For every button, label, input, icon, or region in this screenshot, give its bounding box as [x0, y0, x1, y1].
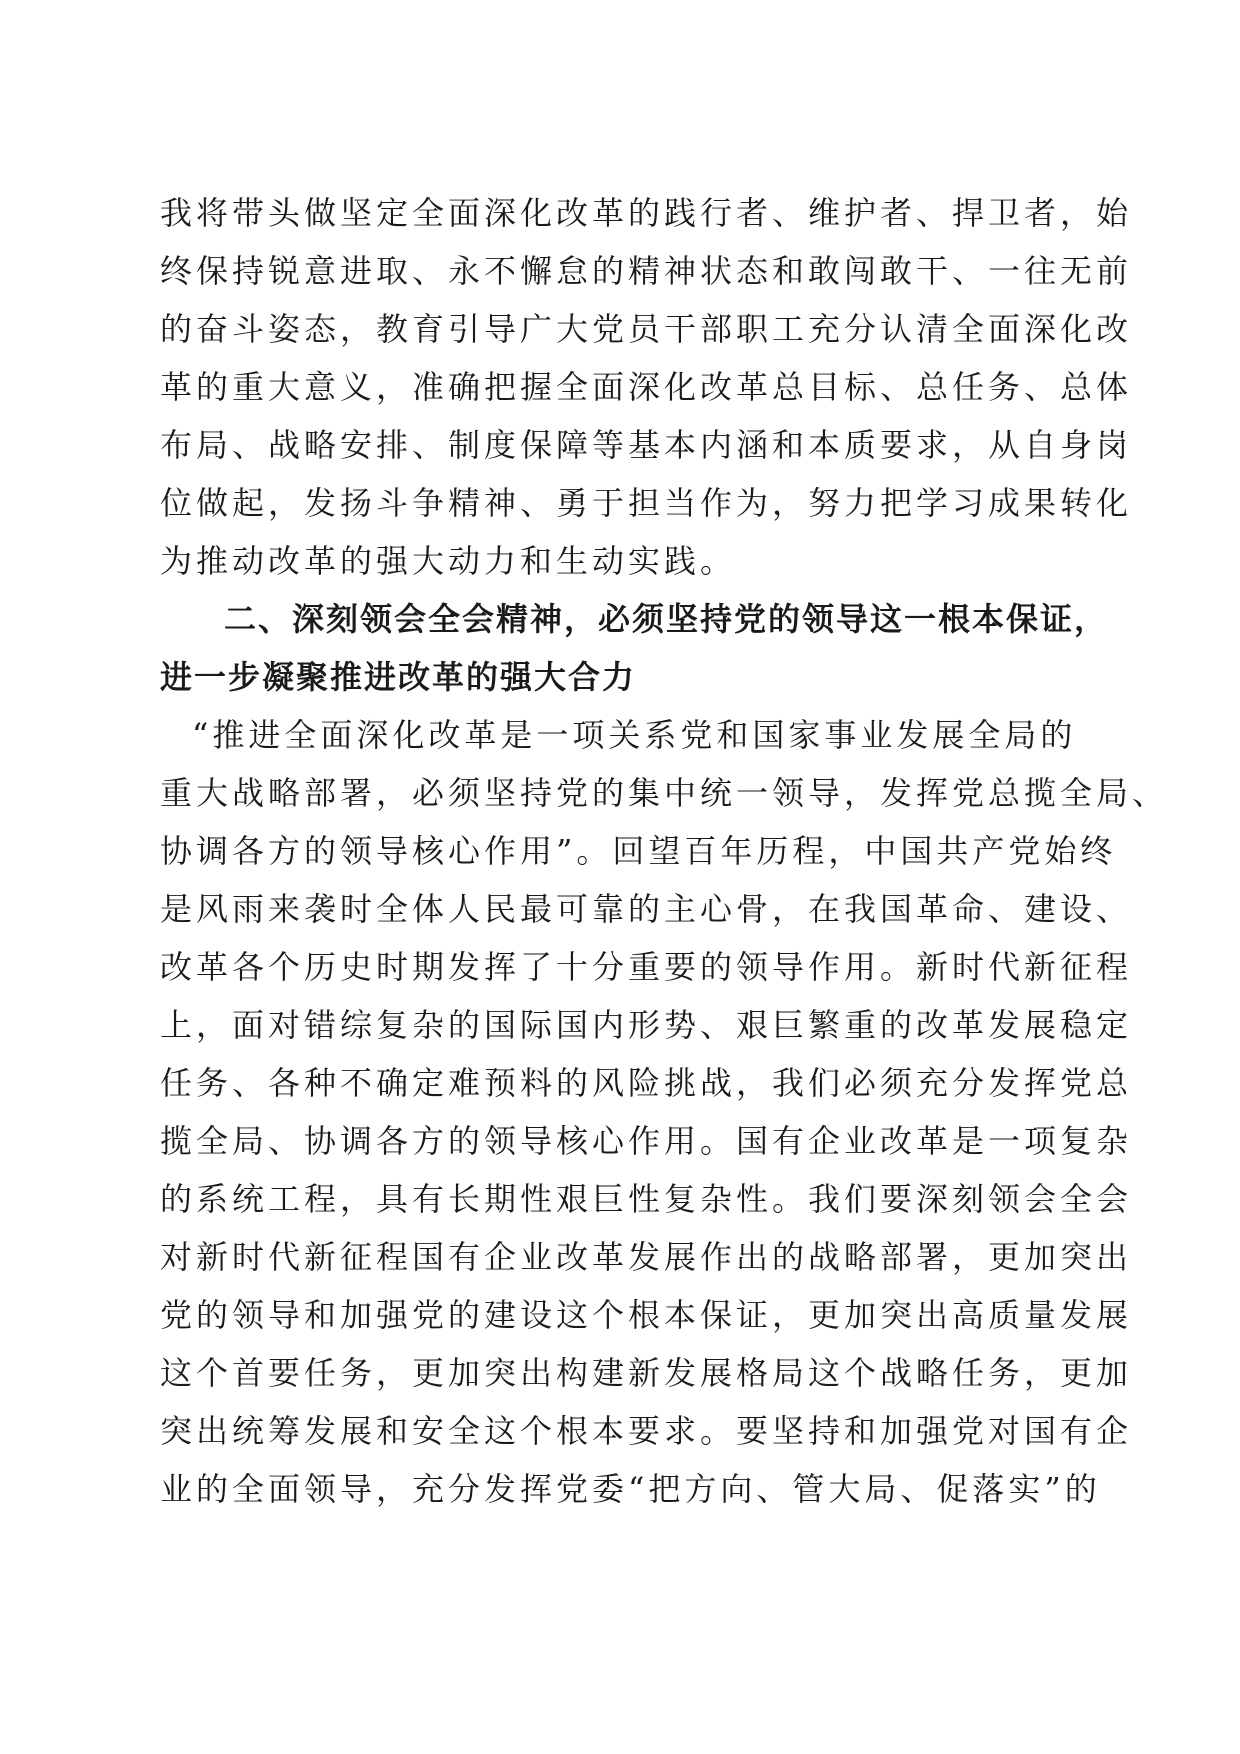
paragraph-line: 的系统工程，具有长期性艰巨性复杂性。我们要深刻领会全会: [160, 1180, 1133, 1218]
paragraph-line: 业的全面领导，充分发挥党委“把方向、管大局、促落实”的: [160, 1470, 1101, 1508]
paragraph-line: 为推动改革的强大动力和生动实践。: [160, 542, 737, 580]
paragraph-line: 我将带头做坚定全面深化改革的践行者、维护者、捍卫者，始: [160, 194, 1133, 232]
paragraph-line: 任务、各种不确定难预料的风险挑战，我们必须充分发挥党总: [160, 1064, 1133, 1102]
paragraph-line: 是风雨来袭时全体人民最可靠的主心骨，在我国革命、建设、: [160, 890, 1133, 928]
paragraph-line: 的奋斗姿态，教育引导广大党员干部职工充分认清全面深化改: [160, 310, 1133, 348]
paragraph-line: 协调各方的领导核心作用”。回望百年历程，中国共产党始终: [160, 832, 1117, 870]
section-heading: 进一步凝聚推进改革的强大合力: [160, 658, 637, 696]
paragraph-line: “推进全面深化改革是一项关系党和国家事业发展全局的: [192, 716, 1077, 754]
paragraph-line: 突出统筹发展和安全这个根本要求。要坚持和加强党对国有企: [160, 1412, 1133, 1450]
paragraph-line: 重大战略部署，必须坚持党的集中统一领导，发挥党总揽全局、: [160, 774, 1169, 812]
paragraph-line: 革的重大意义，准确把握全面深化改革总目标、总任务、总体: [160, 368, 1133, 406]
paragraph-line: 位做起，发扬斗争精神、勇于担当作为，努力把学习成果转化: [160, 484, 1133, 522]
paragraph-line: 揽全局、协调各方的领导核心作用。国有企业改革是一项复杂: [160, 1122, 1133, 1160]
paragraph-line: 这个首要任务，更加突出构建新发展格局这个战略任务，更加: [160, 1354, 1133, 1392]
section-heading: 二、深刻领会全会精神，必须坚持党的领导这一根本保证，: [224, 600, 1109, 638]
paragraph-line: 对新时代新征程国有企业改革发展作出的战略部署，更加突出: [160, 1238, 1133, 1276]
paragraph-line: 布局、战略安排、制度保障等基本内涵和本质要求，从自身岗: [160, 426, 1133, 464]
paragraph-line: 终保持锐意进取、永不懈怠的精神状态和敢闯敢干、一往无前: [160, 252, 1133, 290]
paragraph-line: 上，面对错综复杂的国际国内形势、艰巨繁重的改革发展稳定: [160, 1006, 1133, 1044]
paragraph-line: 党的领导和加强党的建设这个根本保证，更加突出高质量发展: [160, 1296, 1133, 1334]
paragraph-line: 改革各个历史时期发挥了十分重要的领导作用。新时代新征程: [160, 948, 1133, 986]
